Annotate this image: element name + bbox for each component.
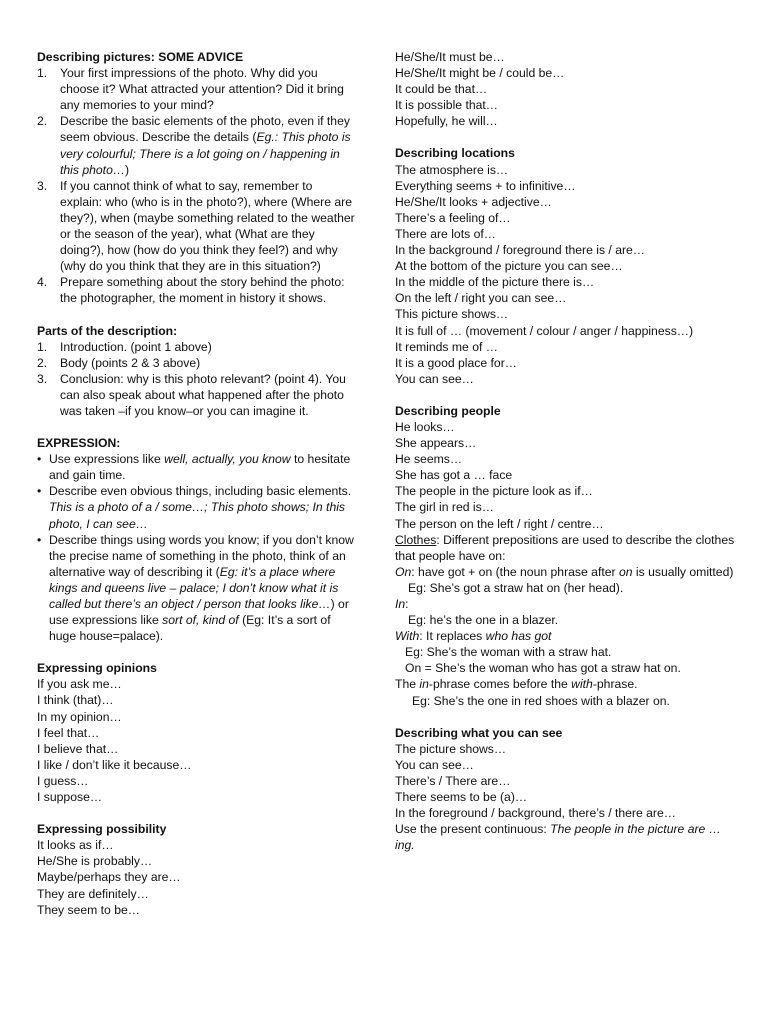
list-item: On the left / right you can see… xyxy=(395,291,567,306)
list-item: There’s a feeling of… xyxy=(395,210,511,225)
list-item: He/She is probably… xyxy=(37,854,153,869)
possibility-list-continued xyxy=(395,49,735,129)
list-item: It is a good place for… xyxy=(395,355,517,370)
list-item: He/She/It might be / could be… xyxy=(395,66,565,81)
clothes-note: Clothes: Different prepositions are used to describe the clothes that people have on: xyxy=(395,532,735,563)
list-item: • Use expressions like well, actually, you know to hesitate and gain time. xyxy=(37,452,351,483)
list-item: In my opinion… xyxy=(37,709,122,724)
list-item: 2. Describe the basic elements of the photo, even if they seem obvious. Describe the details (Eg.: This photo is very colourful; There is a lot going on / happening in this photo…) xyxy=(37,114,351,177)
list-item: She has got a … face xyxy=(395,468,513,483)
list-item: It reminds me of … xyxy=(395,339,498,354)
list-item: He/She/It must be… xyxy=(395,50,505,64)
list-item: In the foreground / background, there’s / there are… xyxy=(395,806,676,821)
advice-list xyxy=(37,65,355,306)
list-item: This picture shows… xyxy=(395,307,509,322)
right-column xyxy=(395,49,735,853)
opinions-heading: Expressing opinions xyxy=(37,661,157,676)
list-item: Maybe/perhaps they are… xyxy=(37,870,181,885)
present-continuous-note: Use the present continuous: The people in the picture are …ing. xyxy=(395,822,721,853)
list-item: She appears… xyxy=(395,436,477,451)
list-item: The girl in red is… xyxy=(395,500,494,515)
list-item: I think (that)… xyxy=(37,693,114,708)
with-rule: With: It replaces who has got xyxy=(395,629,552,644)
in-example: Eg: he’s the one in a blazer. xyxy=(408,613,559,628)
on-rule: On: have got + on (the noun phrase after on is usually omitted) xyxy=(395,564,734,579)
with-example: Eg: She’s the woman with a straw hat. xyxy=(405,645,612,660)
list-item: He/She/It looks + adjective… xyxy=(395,194,552,209)
people-heading: Describing people xyxy=(395,403,501,418)
possibility-list xyxy=(37,837,355,917)
locations-list xyxy=(395,162,735,387)
list-item: 3. Conclusion: why is this photo relevant? (point 4). You can also speak about what happened after the photo was taken –if you know–or you can imagine it. xyxy=(37,371,346,418)
parts-heading: Parts of the description: xyxy=(37,323,178,338)
list-item: He looks… xyxy=(395,419,455,434)
list-item: I feel that… xyxy=(37,725,100,740)
on-equivalent: On = She’s the woman who has got a straw hat on. xyxy=(405,661,681,676)
list-item: 1. Introduction. (point 1 above) xyxy=(37,339,212,354)
list-item: There seems to be (a)… xyxy=(395,790,528,805)
possibility-heading: Expressing possibility xyxy=(37,822,167,837)
list-item: Hopefully, he will… xyxy=(395,114,498,129)
on-example: Eg: She’s got a straw hat on (her head). xyxy=(408,580,624,595)
list-item: In the background / foreground there is / are… xyxy=(395,243,645,258)
list-item: They seem to be… xyxy=(37,902,140,917)
list-item: The picture shows… xyxy=(395,741,507,756)
list-item: At the bottom of the picture you can see… xyxy=(395,259,623,274)
list-item: It looks as if… xyxy=(37,838,114,853)
list-item: There are lots of… xyxy=(395,226,496,241)
parts-list xyxy=(37,339,355,419)
opinions-list xyxy=(37,676,355,805)
list-item: I guess… xyxy=(37,773,89,788)
list-item: He seems… xyxy=(395,452,463,467)
list-item: The person on the left / right / centre… xyxy=(395,516,604,531)
list-item: • Describe even obvious things, including basic elements. This is a photo of a / some…; This photo shows; In this photo, I can see… xyxy=(37,484,352,531)
left-column xyxy=(37,49,355,918)
see-heading: Describing what you can see xyxy=(395,725,563,740)
expression-list xyxy=(37,451,355,644)
advice-heading: Describing pictures: SOME ADVICE xyxy=(37,50,244,64)
list-item: In the middle of the picture there is… xyxy=(395,275,595,290)
list-item: Everything seems + to infinitive… xyxy=(395,178,576,193)
list-item: I like / don’t like it because… xyxy=(37,757,192,772)
list-item: There’s / There are… xyxy=(395,773,511,788)
list-item: It could be that… xyxy=(395,82,488,97)
list-item: 3. If you cannot think of what to say, remember to explain: who (who is in the photo?), where (Where are they?), when (maybe something related to the weather or the season of the year), what (What are they doing?), how (how do you think they feel?) and why (why do you think that they are in this situation?) xyxy=(37,178,355,274)
list-item: You can see… xyxy=(395,757,474,772)
list-item: The atmosphere is… xyxy=(395,162,509,177)
list-item: It is possible that… xyxy=(395,98,498,113)
list-item: You can see… xyxy=(395,371,474,386)
people-list xyxy=(395,419,735,709)
phrase-order-example: Eg: She’s the one in red shoes with a blazer on. xyxy=(412,693,670,708)
list-item: 1. Your first impressions of the photo. Why did you choose it? What attracted your attention? Did it bring any memories to your mind? xyxy=(37,66,344,113)
in-rule: In: xyxy=(395,597,409,611)
phrase-order-rule: The in-phrase comes before the with-phrase. xyxy=(395,677,638,692)
expression-heading: EXPRESSION: xyxy=(37,436,121,451)
see-list xyxy=(395,741,735,854)
list-item: • Describe things using words you know; if you don’t know the precise name of something in the photo, think of an alternative way of describing it (Eg: it’s a place where kings and queens live – palace; I don’t know what it is called but there’s an object / person that looks like…) or use expressions like sort of, kind of (Eg: It’s a sort of huge house=palace). xyxy=(37,532,354,644)
list-item: It is full of … (movement / colour / anger / happiness…) xyxy=(395,323,694,338)
list-item: If you ask me… xyxy=(37,677,122,692)
list-item: They are definitely… xyxy=(37,886,149,901)
list-item: 4. Prepare something about the story behind the photo: the photographer, the moment in history it shows. xyxy=(37,275,345,306)
list-item: I suppose… xyxy=(37,790,103,805)
list-item: The people in the picture look as if… xyxy=(395,484,593,499)
list-item: 2. Body (points 2 & 3 above) xyxy=(37,355,201,370)
list-item: I believe that… xyxy=(37,741,119,756)
locations-heading: Describing locations xyxy=(395,146,515,161)
